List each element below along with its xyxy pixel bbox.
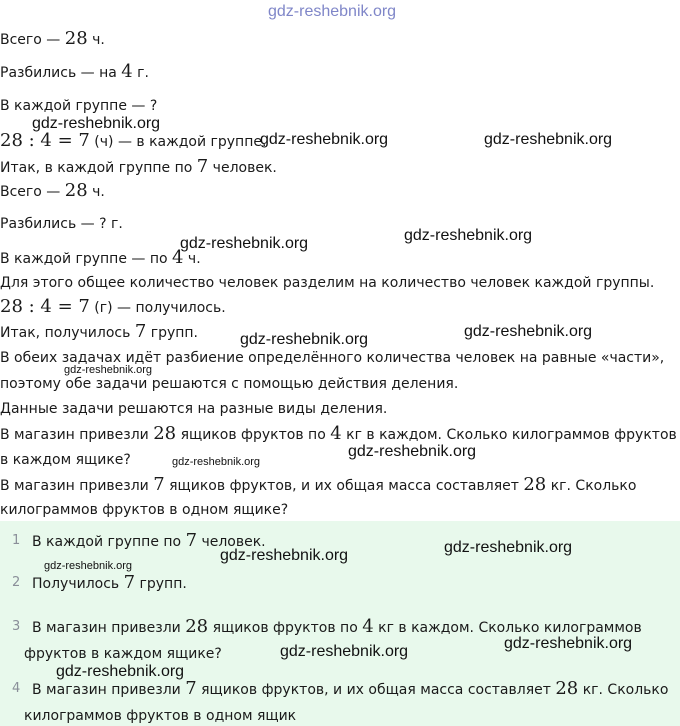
watermark: gdz-reshebnik.org xyxy=(220,547,349,564)
watermark: gdz-reshebnik.org xyxy=(240,331,369,348)
text-fragment: человек. xyxy=(197,534,266,550)
text-line-task-2-cont: килограммов фруктов в одном ящике? xyxy=(0,502,289,518)
text-line-split xyxy=(0,62,149,83)
math-number: 28 xyxy=(64,180,88,201)
text-fragment: В каждой группе по xyxy=(32,534,186,550)
math-number: 28 xyxy=(153,423,177,444)
text-line-total-2 xyxy=(0,181,105,202)
watermark: gdz-reshebnik.org xyxy=(180,235,309,252)
text-fragment: групп. xyxy=(135,576,187,592)
math-number: 7 xyxy=(196,156,209,177)
watermark-top: gdz-reshebnik.org xyxy=(268,3,397,20)
text-fragment: кг. Сколько xyxy=(578,682,669,698)
math-number: 7 xyxy=(134,321,147,342)
math-number: 7 xyxy=(185,678,197,699)
text-fragment: ящиков фруктов по xyxy=(176,427,331,443)
watermark: gdz-reshebnik.org xyxy=(504,635,633,652)
math-number: 4 xyxy=(330,423,342,444)
text-fragment: групп. xyxy=(146,325,198,341)
watermark: gdz-reshebnik.org xyxy=(444,539,573,556)
text-fragment: В магазин привезли xyxy=(0,478,154,494)
text-fragment: ящиков фруктов, и их общая масса составляет xyxy=(164,478,524,494)
text-fragment: человек. xyxy=(208,160,277,176)
answer-number: 4 xyxy=(12,681,21,696)
watermark: gdz-reshebnik.org xyxy=(260,131,389,148)
math-number: 7 xyxy=(153,474,165,495)
math-expression: 28 : 4 = 7 xyxy=(0,130,90,151)
text-line-split-2: Разбились — ? г. xyxy=(0,216,123,232)
text-fragment: кг в каждом. Сколько килограммов фруктов xyxy=(341,427,677,443)
math-number: 4 xyxy=(172,247,184,268)
text-line-task-1 xyxy=(0,424,677,445)
watermark: gdz-reshebnik.org xyxy=(348,443,477,460)
math-number: 7 xyxy=(185,530,198,551)
math-number: 28 xyxy=(555,678,579,699)
text-line-both-tasks: В обеих задачах идёт разбиение определённого количества человек на равные «части», xyxy=(0,350,665,366)
math-expression: 28 : 4 = 7 xyxy=(0,296,90,317)
watermark: gdz-reshebnik.org xyxy=(484,131,613,148)
math-number: 28 xyxy=(523,474,547,495)
text-line-conclusion xyxy=(0,157,277,178)
text-line-division: поэтому обе задачи решаются с помощью действия деления. xyxy=(0,376,459,392)
text-line-method: Для этого общее количество человек разделим на количество человек каждой группы. xyxy=(0,275,655,291)
math-number: 28 xyxy=(185,616,209,637)
watermark: gdz-reshebnik.org xyxy=(464,323,593,340)
answer-number: 3 xyxy=(12,619,21,634)
text-fragment: г. xyxy=(132,65,149,81)
text-line-kinds: Данные задачи решаются на разные виды деления. xyxy=(0,401,388,417)
text-fragment: ящиков фруктов по xyxy=(208,620,363,636)
watermark: gdz-reshebnik.org xyxy=(280,643,409,660)
text-fragment: ч. xyxy=(183,251,201,267)
text-fragment: В каждой группе — по xyxy=(0,251,173,267)
text-line-equation-2 xyxy=(0,297,226,318)
text-fragment: Разбились — на xyxy=(0,65,122,81)
answer-4-cont: килограммов фруктов в одном ящик xyxy=(24,708,297,724)
math-number: 7 xyxy=(123,572,136,593)
watermark: gdz-reshebnik.org xyxy=(56,663,185,680)
answer-number: 1 xyxy=(12,533,21,548)
math-number: 28 xyxy=(64,28,88,49)
text-line-question: В каждой группе — ? xyxy=(0,98,158,114)
text-line-total xyxy=(0,29,105,50)
text-fragment: Итак, в каждой группе по xyxy=(0,160,197,176)
text-fragment: ч. xyxy=(87,184,105,200)
text-line-each-group xyxy=(0,248,201,269)
text-fragment: Всего — xyxy=(0,32,65,48)
text-line-conclusion-2 xyxy=(0,322,198,343)
watermark: gdz-reshebnik.org xyxy=(44,560,133,572)
text-fragment: Получилось xyxy=(32,576,124,592)
watermark: gdz-reshebnik.org xyxy=(32,115,161,132)
text-fragment: кг. Сколько xyxy=(546,478,637,494)
answer-3-cont: фруктов в каждом ящике? xyxy=(24,646,222,662)
text-line-equation xyxy=(0,131,266,152)
text-fragment: кг в каждом. Сколько килограммов xyxy=(373,620,642,636)
text-fragment: (г) — получилось. xyxy=(89,300,226,316)
answer-number: 2 xyxy=(12,575,21,590)
text-line-task-2 xyxy=(0,475,636,496)
text-fragment: В магазин привезли xyxy=(0,427,154,443)
answer-4 xyxy=(32,679,668,700)
watermark: gdz-reshebnik.org xyxy=(172,456,261,468)
math-number: 4 xyxy=(362,616,374,637)
text-line-task-1-cont: в каждом ящике? xyxy=(0,452,131,468)
text-fragment: (ч) — в каждой группе. xyxy=(89,134,267,150)
text-fragment: ч. xyxy=(87,32,105,48)
text-fragment: В магазин привезли xyxy=(32,620,186,636)
text-fragment: ящиков фруктов, и их общая масса составляет xyxy=(196,682,556,698)
watermark: gdz-reshebnik.org xyxy=(404,227,533,244)
text-fragment: В магазин привезли xyxy=(32,682,186,698)
answer-2 xyxy=(32,573,187,594)
text-fragment: Всего — xyxy=(0,184,65,200)
watermark: gdz-reshebnik.org xyxy=(64,364,153,376)
text-fragment: Итак, получилось xyxy=(0,325,135,341)
math-number: 4 xyxy=(121,61,133,82)
